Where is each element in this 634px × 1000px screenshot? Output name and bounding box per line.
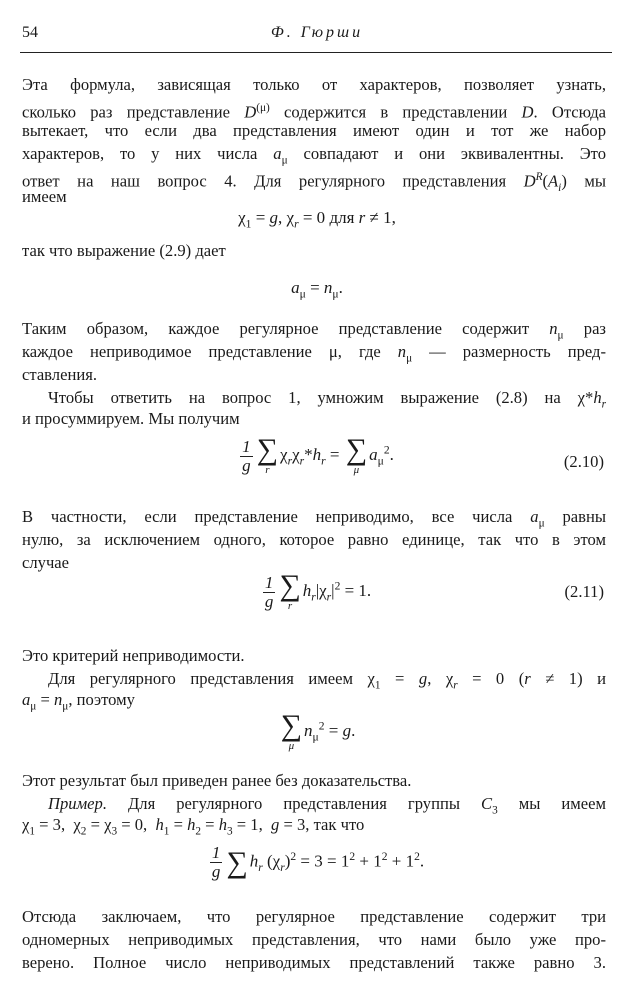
text-line: Для регулярного представления имеем $\chi_1 = g$, $\chi_r = 0$ (r ≠ 1) и <box>48 669 607 692</box>
running-head: Ф. Гюрши <box>270 24 364 41</box>
page-number: 54 <box>22 24 38 41</box>
text-line: так что выражение (2.9) дает <box>22 241 226 260</box>
text-line: Таким образом, каждое регулярное представление содержит $n_\mu$ раз <box>22 319 606 342</box>
equation-2-11: $\frac{1}{g}$ ∑ r $h_r|\chi_r|^2 = 1$. <box>264 569 372 612</box>
text-line: каждое неприводимое представление μ, где $n_\mu$ — размерность пред- <box>22 342 606 365</box>
equation-multiplicity: $a_\mu = n_\mu$. <box>291 278 343 301</box>
text-line: Пример. Для регулярного представления группы $C_3$ мы имеем <box>48 794 606 817</box>
text-line: В частности, если представление неприводимо, все числа $a_\mu$ равны <box>22 507 606 530</box>
equation-number: (2.11) <box>564 582 604 601</box>
text-line: и просуммируем. Мы получим <box>22 409 240 428</box>
running-header <box>22 24 612 48</box>
text-line: вытекает, что если два представления имеют один и тот же набор <box>22 121 606 140</box>
equation-2-10: $\frac{1}{g}$ ∑ r $\chi_r\chi_r*h_r$ = ∑ μ $a_\mu^2$. <box>242 433 394 476</box>
equation-characters: $\chi_1 = g$, $\chi_r = 0$ для r ≠ 1, <box>238 208 396 231</box>
text-line: одномерных неприводимых представления, что нами было уже про- <box>22 930 606 949</box>
text-line: Эта формула, зависящая только от характеров, позволяет узнать, <box>22 75 606 94</box>
equation-example: $\frac{1}{g}$ ∑ $h_r$ $(\chi_r)^2 = 3 = 1^2 + 1^2 + 1^2$. <box>211 843 425 881</box>
text-line: Этот результат был приведен ранее без доказательства. <box>22 771 412 790</box>
text-line: $a_\mu = n_\mu$, поэтому <box>22 690 135 713</box>
text-line: характеров, то у них числа $a_\mu$ совпадают и они эквивалентны. Это <box>22 144 606 167</box>
equation-dimension-sum: ∑ μ $n_\mu^2 = g$. <box>280 709 356 752</box>
text-line: Это критерий неприводимости. <box>22 646 245 665</box>
text-line: имеем <box>22 187 67 206</box>
text-line: Чтобы ответить на вопрос 1, умножим выражение (2.8) на $\chi*h_r$ <box>48 388 606 411</box>
header-rule <box>20 52 612 53</box>
text-line: Отсюда заключаем, что регулярное представление содержит три <box>22 907 606 926</box>
text-line: ставления. <box>22 365 97 384</box>
text-line: $\chi_1 = 3$, $\chi_2 = \chi_3 = 0$, $h_1 = h_2 = h_3 = 1$, g = 3, так что <box>22 815 365 838</box>
text-line: ответ на наш вопрос 4. Для регулярного представления $D^R(A_i)$ мы <box>22 171 606 194</box>
text-line: случае <box>22 553 70 572</box>
text-line: верено. Полное число неприводимых представлений также равно 3. <box>22 953 606 972</box>
text-line: сколько раз представление $D^{(\mu)}$ содержится в представлении D. Отсюда <box>22 102 607 122</box>
equation-number: (2.10) <box>563 452 604 471</box>
text-line: нулю, за исключением одного, которое равно единице, так что в этом <box>22 530 606 549</box>
